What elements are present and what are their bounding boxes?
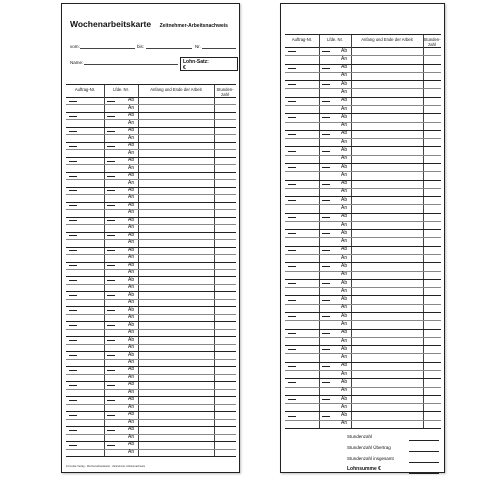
row-label-ab: Ab — [341, 362, 348, 369]
entry-dash — [107, 295, 115, 296]
name-label: Name: — [70, 60, 84, 65]
entry-dash — [322, 151, 330, 152]
row-label-ab: Ab — [128, 411, 135, 418]
summary-label-insgesamt: Stundenzahl insgesamt — [347, 456, 394, 461]
table-row[interactable] — [285, 420, 441, 429]
entry-dash — [288, 266, 296, 267]
row-label-an: An — [341, 138, 348, 145]
entry-dash — [288, 316, 296, 317]
entry-dash — [288, 51, 296, 52]
entry-dash — [288, 283, 296, 284]
entry-dash — [288, 101, 296, 102]
entry-dash — [107, 340, 115, 341]
entry-dash — [288, 200, 296, 201]
row-label-an: An — [341, 370, 348, 377]
entry-dash — [288, 333, 296, 334]
entry-dash — [69, 101, 77, 102]
entry-dash — [288, 382, 296, 383]
entry-dash — [69, 161, 77, 162]
entry-dash — [322, 51, 330, 52]
entry-dash — [288, 399, 296, 400]
row-label-an: An — [128, 373, 135, 380]
row-label-an: An — [128, 314, 135, 321]
bis-label: bis: — [137, 44, 145, 49]
summary-label-uebertrag: Stundenzahl Übertrag — [347, 445, 391, 450]
row-label-an: An — [341, 89, 348, 96]
row-label-ab: Ab — [128, 381, 135, 388]
entry-dash — [69, 415, 77, 416]
entry-dash — [69, 220, 77, 221]
lohn-satz-box[interactable] — [180, 57, 238, 71]
row-label-ab: Ab — [128, 396, 135, 403]
row-label-ab: Ab — [128, 112, 135, 119]
row-label-an: An — [341, 105, 348, 112]
entry-dash — [107, 400, 115, 401]
row-label-ab: Ab — [341, 213, 348, 220]
table-row[interactable] — [66, 449, 236, 457]
entry-dash — [107, 190, 115, 191]
row-label-an: An — [341, 304, 348, 311]
entry-dash — [322, 217, 330, 218]
entry-dash — [69, 385, 77, 386]
entry-dash — [288, 134, 296, 135]
row-label-ab: Ab — [128, 201, 135, 208]
row-label-ab: Ab — [128, 231, 135, 238]
entry-dash — [322, 349, 330, 350]
entry-dash — [322, 200, 330, 201]
entry-dash — [69, 400, 77, 401]
row-label-an: An — [128, 149, 135, 156]
row-label-ab: Ab — [341, 130, 348, 137]
entry-dash — [107, 235, 115, 236]
row-label-ab: Ab — [128, 351, 135, 358]
entry-dash — [69, 340, 77, 341]
nr-label: Nr. — [195, 44, 201, 49]
summary-field-stundenzahl[interactable] — [409, 440, 439, 441]
entry-dash — [322, 399, 330, 400]
entry-dash — [107, 385, 115, 386]
row-label-an: An — [128, 299, 135, 306]
entry-dash — [107, 325, 115, 326]
row-label-an: An — [128, 269, 135, 276]
row-label-ab: Ab — [128, 441, 135, 448]
row-label-ab: Ab — [341, 64, 348, 71]
row-label-an: An — [128, 134, 135, 141]
row-label-an: An — [341, 320, 348, 327]
column-header-auftrag: Auftrag-Nr. — [74, 87, 96, 92]
entry-dash — [288, 217, 296, 218]
entry-dash — [322, 167, 330, 168]
entry-dash — [288, 366, 296, 367]
entry-dash — [107, 131, 115, 132]
row-label-ab: Ab — [341, 180, 348, 187]
card-heading — [70, 14, 228, 32]
entry-dash — [107, 161, 115, 162]
row-label-ab: Ab — [341, 395, 348, 402]
vom-field[interactable] — [80, 48, 135, 49]
row-label-an: An — [341, 221, 348, 228]
row-label-an: An — [128, 344, 135, 351]
row-label-ab: Ab — [341, 147, 348, 154]
row-label-ab: Ab — [128, 97, 135, 104]
entry-dash — [322, 416, 330, 417]
row-label-ab: Ab — [341, 412, 348, 419]
row-label-an: An — [128, 388, 135, 395]
vom-label: vom: — [70, 44, 80, 49]
row-label-an: An — [128, 284, 135, 291]
row-label-ab: Ab — [128, 216, 135, 223]
row-label-ab: Ab — [128, 336, 135, 343]
column-header-auftrag: Auftrag-Nr. — [291, 37, 313, 42]
entry-dash — [322, 382, 330, 383]
entry-dash — [322, 266, 330, 267]
row-label-ab: Ab — [341, 345, 348, 352]
row-label-an: An — [128, 104, 135, 111]
row-label-ab: Ab — [341, 97, 348, 104]
entry-dash — [322, 283, 330, 284]
entry-dash — [288, 68, 296, 69]
name-field[interactable] — [84, 64, 178, 65]
column-header-lfde: Lfde. Nr. — [327, 37, 343, 42]
lohn-satz-label: Lohn-Satz: — [183, 59, 209, 65]
entry-dash — [288, 84, 296, 85]
row-label-ab: Ab — [128, 291, 135, 298]
bis-field[interactable] — [146, 48, 192, 49]
entry-dash — [107, 265, 115, 266]
row-label-an: An — [128, 194, 135, 201]
row-label-an: An — [341, 254, 348, 261]
row-label-ab: Ab — [128, 172, 135, 179]
row-label-an: An — [128, 209, 135, 216]
summary-label-lohnsumme: Lohnsumme € — [347, 466, 381, 472]
entry-dash — [69, 146, 77, 147]
entry-dash — [322, 68, 330, 69]
row-label-ab: Ab — [128, 366, 135, 373]
entry-dash — [288, 233, 296, 234]
entry-dash — [107, 220, 115, 221]
entry-dash — [288, 416, 296, 417]
row-label-an: An — [128, 448, 135, 455]
entry-dash — [288, 250, 296, 251]
entry-dash — [322, 316, 330, 317]
row-label-ab: Ab — [341, 246, 348, 253]
entry-dash — [107, 116, 115, 117]
row-label-an: An — [341, 287, 348, 294]
entry-dash — [107, 355, 115, 356]
row-label-an: An — [341, 155, 348, 162]
card-title: Wochenarbeitskarte — [70, 19, 152, 29]
row-label-an: An — [341, 387, 348, 394]
row-label-an: An — [128, 359, 135, 365]
summary-field-insgesamt[interactable] — [409, 462, 439, 463]
row-label-an: An — [341, 238, 348, 245]
row-label-an: An — [128, 179, 135, 186]
column-header-anfang-ende: Anfang und Ende der Arbeit — [150, 87, 202, 92]
entry-dash — [322, 233, 330, 234]
entry-dash — [107, 146, 115, 147]
row-label-an: An — [341, 205, 348, 211]
card-subtitle: Zeitnehmer-Arbeitsnachweis — [159, 23, 228, 29]
entry-dash — [69, 131, 77, 132]
entry-dash — [69, 235, 77, 236]
entry-dash — [288, 151, 296, 152]
entry-dash — [69, 310, 77, 311]
row-label-ab: Ab — [128, 127, 135, 134]
row-label-ab: Ab — [341, 279, 348, 286]
entry-dash — [69, 250, 77, 251]
entry-dash — [107, 310, 115, 311]
entry-dash — [322, 101, 330, 102]
row-label-ab: Ab — [128, 261, 135, 268]
entry-dash — [69, 355, 77, 356]
front-footer: Formular-Verlag · Wochenarbeitskarte · Zeitnehmer-Arbeitsnachweis — [66, 465, 146, 468]
entry-dash — [107, 415, 115, 416]
entry-dash — [322, 84, 330, 85]
entry-dash — [107, 370, 115, 371]
row-label-an: An — [341, 188, 348, 195]
front-sheet — [61, 3, 240, 473]
row-label-ab: Ab — [341, 329, 348, 336]
row-label-ab: Ab — [128, 306, 135, 313]
summary-label-stundenzahl: Stundenzahl — [347, 434, 373, 439]
row-label-ab: Ab — [341, 47, 348, 54]
row-label-ab: Ab — [341, 163, 348, 170]
row-label-ab: Ab — [128, 157, 135, 164]
entry-dash — [69, 265, 77, 266]
row-label-an: An — [341, 354, 348, 361]
row-label-an: An — [128, 119, 135, 126]
row-label-an: An — [341, 72, 348, 79]
row-label-an: An — [128, 433, 135, 440]
entry-dash — [322, 333, 330, 334]
entry-dash — [322, 117, 330, 118]
entry-dash — [288, 117, 296, 118]
row-label-an: An — [341, 337, 348, 344]
row-label-ab: Ab — [341, 113, 348, 120]
entry-dash — [107, 205, 115, 206]
summary-field-uebertrag[interactable] — [409, 451, 439, 452]
column-header-lfde: Lfde. Nr. — [113, 87, 129, 92]
nr-field[interactable] — [202, 48, 236, 49]
entry-dash — [322, 250, 330, 251]
row-label-ab: Ab — [341, 378, 348, 385]
row-label-an: An — [341, 55, 348, 62]
entry-dash — [288, 349, 296, 350]
entry-dash — [322, 134, 330, 135]
entry-dash — [107, 430, 115, 431]
row-label-ab: Ab — [341, 196, 348, 203]
row-label-an: An — [128, 164, 135, 171]
entry-dash — [69, 295, 77, 296]
row-label-an: An — [341, 122, 348, 129]
row-label-ab: Ab — [128, 321, 135, 328]
entry-dash — [107, 176, 115, 177]
summary-field-lohnsumme[interactable] — [409, 472, 439, 474]
row-label-an: An — [341, 271, 348, 278]
row-label-an: An — [128, 224, 135, 231]
row-label-ab: Ab — [341, 80, 348, 87]
row-label-an: An — [341, 403, 348, 410]
row-label-ab: Ab — [128, 276, 135, 283]
entry-dash — [107, 445, 115, 446]
entry-dash — [69, 430, 77, 431]
column-header-stundenzahl: Stunden-zahl — [423, 37, 441, 47]
row-label-ab: Ab — [128, 246, 135, 253]
entry-dash — [322, 184, 330, 185]
entry-dash — [69, 325, 77, 326]
row-label-an: An — [128, 418, 135, 425]
row-label-ab: Ab — [128, 426, 135, 433]
entry-dash — [69, 280, 77, 281]
row-label-an: An — [128, 403, 135, 410]
entry-dash — [107, 101, 115, 102]
row-label-ab: Ab — [341, 312, 348, 319]
row-label-an: An — [341, 420, 348, 427]
row-label-ab: Ab — [128, 186, 135, 193]
entry-dash — [322, 366, 330, 367]
row-label-an: An — [128, 254, 135, 261]
column-header-stundenzahl: Stunden-zahl — [216, 87, 234, 97]
column-header-anfang-ende: Anfang und Ende der Arbeit — [361, 37, 413, 42]
row-label-ab: Ab — [341, 296, 348, 303]
row-label-an: An — [341, 171, 348, 178]
entry-dash — [69, 445, 77, 446]
entry-dash — [107, 250, 115, 251]
entry-dash — [69, 370, 77, 371]
row-label-an: An — [128, 329, 135, 336]
entry-dash — [69, 116, 77, 117]
entry-dash — [69, 190, 77, 191]
lohn-satz-currency: € — [183, 65, 186, 71]
entry-dash — [322, 300, 330, 301]
row-label-ab: Ab — [341, 229, 348, 236]
entry-dash — [69, 205, 77, 206]
row-label-ab: Ab — [341, 262, 348, 269]
row-label-ab: Ab — [128, 142, 135, 149]
entry-dash — [107, 280, 115, 281]
entry-dash — [288, 167, 296, 168]
entry-dash — [288, 300, 296, 301]
entry-dash — [69, 176, 77, 177]
front-time-table — [66, 84, 236, 456]
row-label-an: An — [128, 239, 135, 246]
entry-dash — [288, 184, 296, 185]
back-sheet — [280, 3, 445, 473]
back-time-table — [285, 34, 441, 428]
